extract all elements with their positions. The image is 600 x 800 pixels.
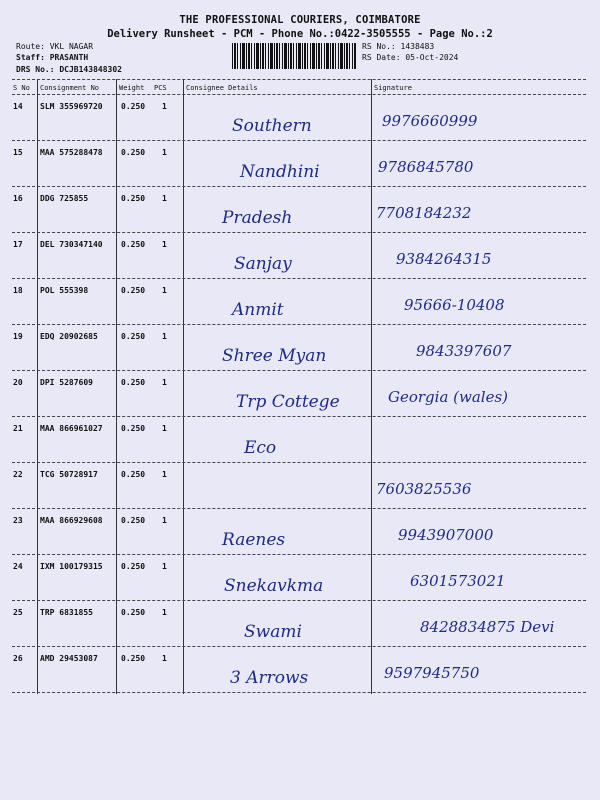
row-weight: 0.250 <box>121 608 146 617</box>
row-pcs: 1 <box>162 654 167 663</box>
table-row <box>0 240 600 286</box>
row-separator <box>12 692 586 693</box>
row-consignee-handwritten: Nandhini <box>240 162 320 182</box>
row-weight: 0.250 <box>121 286 146 295</box>
row-consignee-handwritten: Southern <box>232 116 312 136</box>
row-consignee-handwritten: Eco <box>244 438 277 458</box>
row-consignment-no: MAA 575288478 <box>40 148 103 157</box>
table-row <box>0 102 600 148</box>
row-signature: 9843397607 <box>416 342 512 360</box>
row-pcs: 1 <box>162 424 167 433</box>
table-row <box>0 148 600 194</box>
row-sno: 16 <box>13 194 23 203</box>
col-header-signature: Signature <box>374 84 412 92</box>
row-sno: 26 <box>13 654 23 663</box>
row-consignee-handwritten: Raenes <box>222 530 286 550</box>
row-weight: 0.250 <box>121 378 146 387</box>
table-row <box>0 194 600 240</box>
table-row <box>0 286 600 332</box>
row-pcs: 1 <box>162 562 167 571</box>
row-separator <box>12 370 586 371</box>
row-weight: 0.250 <box>121 102 146 111</box>
row-pcs: 1 <box>162 286 167 295</box>
row-sno: 15 <box>13 148 23 157</box>
row-pcs: 1 <box>162 148 167 157</box>
row-signature: 7708184232 <box>376 204 472 222</box>
row-consignee-handwritten: Shree Myan <box>222 346 327 366</box>
table-row <box>0 378 600 424</box>
row-separator <box>12 508 586 509</box>
row-sno: 21 <box>13 424 23 433</box>
row-signature: 7603825536 <box>376 480 472 498</box>
col-header-consignment: Consignment No <box>40 84 100 92</box>
row-signature: 95666-10408 <box>404 296 505 314</box>
row-consignee-handwritten: Swami <box>244 622 302 642</box>
row-weight: 0.250 <box>121 516 146 525</box>
row-consignee-handwritten: Trp Cottege <box>236 392 340 412</box>
row-separator <box>12 462 586 463</box>
row-consignee-handwritten: Snekavkma <box>224 576 324 596</box>
table-row <box>0 654 600 700</box>
col-header-consignee: Consignee Details <box>186 84 258 92</box>
row-pcs: 1 <box>162 102 167 111</box>
table-row <box>0 516 600 562</box>
row-consignee-handwritten: Pradesh <box>222 208 293 228</box>
row-separator <box>12 232 586 233</box>
row-pcs: 1 <box>162 240 167 249</box>
col-header-pcs: PCS <box>154 84 167 92</box>
row-separator <box>12 186 586 187</box>
row-separator <box>12 600 586 601</box>
table-row <box>0 608 600 654</box>
row-signature: 9786845780 <box>378 158 474 176</box>
row-weight: 0.250 <box>121 562 146 571</box>
row-consignment-no: MAA 866961027 <box>40 424 103 433</box>
row-sno: 19 <box>13 332 23 341</box>
row-consignment-no: TCG 50728917 <box>40 470 98 479</box>
table-row <box>0 332 600 378</box>
row-weight: 0.250 <box>121 424 146 433</box>
row-signature: 9976660999 <box>382 112 478 130</box>
header-bottom-rule <box>12 94 586 95</box>
row-pcs: 1 <box>162 516 167 525</box>
row-signature: 8428834875 Devi <box>420 618 555 636</box>
table-row <box>0 424 600 470</box>
row-separator <box>12 646 586 647</box>
row-consignment-no: TRP 6831855 <box>40 608 93 617</box>
row-consignment-no: DEL 730347140 <box>40 240 103 249</box>
row-consignee-handwritten: 3 Arrows <box>230 668 309 688</box>
runsheet-subtitle: Delivery Runsheet - PCM - Phone No.:0422-3505555 - Page No.:2 <box>107 28 493 40</box>
row-sno: 14 <box>13 102 23 111</box>
row-separator <box>12 416 586 417</box>
row-sno: 18 <box>13 286 23 295</box>
col-header-sno: S No <box>13 84 30 92</box>
row-consignment-no: POL 555398 <box>40 286 89 295</box>
row-weight: 0.250 <box>121 194 146 203</box>
row-separator <box>12 554 586 555</box>
route-label: Route: VKL NAGAR <box>16 42 94 51</box>
row-separator <box>12 324 586 325</box>
staff-label: Staff: PRASANTH <box>16 53 89 62</box>
row-consignment-no: EDQ 20902685 <box>40 332 98 341</box>
row-weight: 0.250 <box>121 332 146 341</box>
table-top-rule <box>12 79 586 80</box>
row-sno: 22 <box>13 470 23 479</box>
row-pcs: 1 <box>162 194 167 203</box>
row-consignee-handwritten: Anmit <box>232 300 284 320</box>
row-pcs: 1 <box>162 470 167 479</box>
row-weight: 0.250 <box>121 148 146 157</box>
row-weight: 0.250 <box>121 240 146 249</box>
row-weight: 0.250 <box>121 470 146 479</box>
row-signature: 6301573021 <box>410 572 506 590</box>
rs-date: RS Date: 05-Oct-2024 <box>362 53 459 62</box>
row-consignment-no: AMD 29453087 <box>40 654 98 663</box>
row-sno: 24 <box>13 562 23 571</box>
col-header-weight: Weight <box>119 84 145 92</box>
row-consignment-no: DPI 5287609 <box>40 378 93 387</box>
row-pcs: 1 <box>162 332 167 341</box>
row-sno: 23 <box>13 516 23 525</box>
row-consignment-no: IXM 100179315 <box>40 562 103 571</box>
runsheet-title: THE PROFESSIONAL COURIERS, COIMBATORE <box>179 14 421 26</box>
row-signature: 9943907000 <box>398 526 494 544</box>
row-signature: 9384264315 <box>396 250 492 268</box>
row-signature: Georgia (wales) <box>388 388 509 406</box>
row-sno: 25 <box>13 608 23 617</box>
barcode-image <box>232 43 356 69</box>
rs-number: RS No.: 1438483 <box>362 42 435 51</box>
row-consignment-no: MAA 866929608 <box>40 516 103 525</box>
row-sno: 20 <box>13 378 23 387</box>
row-signature: 9597945750 <box>384 664 480 682</box>
row-separator <box>12 140 586 141</box>
drs-number: DRS No.: DCJB143848302 <box>16 65 122 74</box>
row-consignment-no: SLM 355969720 <box>40 102 103 111</box>
row-separator <box>12 278 586 279</box>
table-row <box>0 470 600 516</box>
row-consignee-handwritten: Sanjay <box>234 254 292 274</box>
row-consignment-no: DDG 725855 <box>40 194 89 203</box>
row-pcs: 1 <box>162 378 167 387</box>
table-row <box>0 562 600 608</box>
row-pcs: 1 <box>162 608 167 617</box>
row-weight: 0.250 <box>121 654 146 663</box>
row-sno: 17 <box>13 240 23 249</box>
